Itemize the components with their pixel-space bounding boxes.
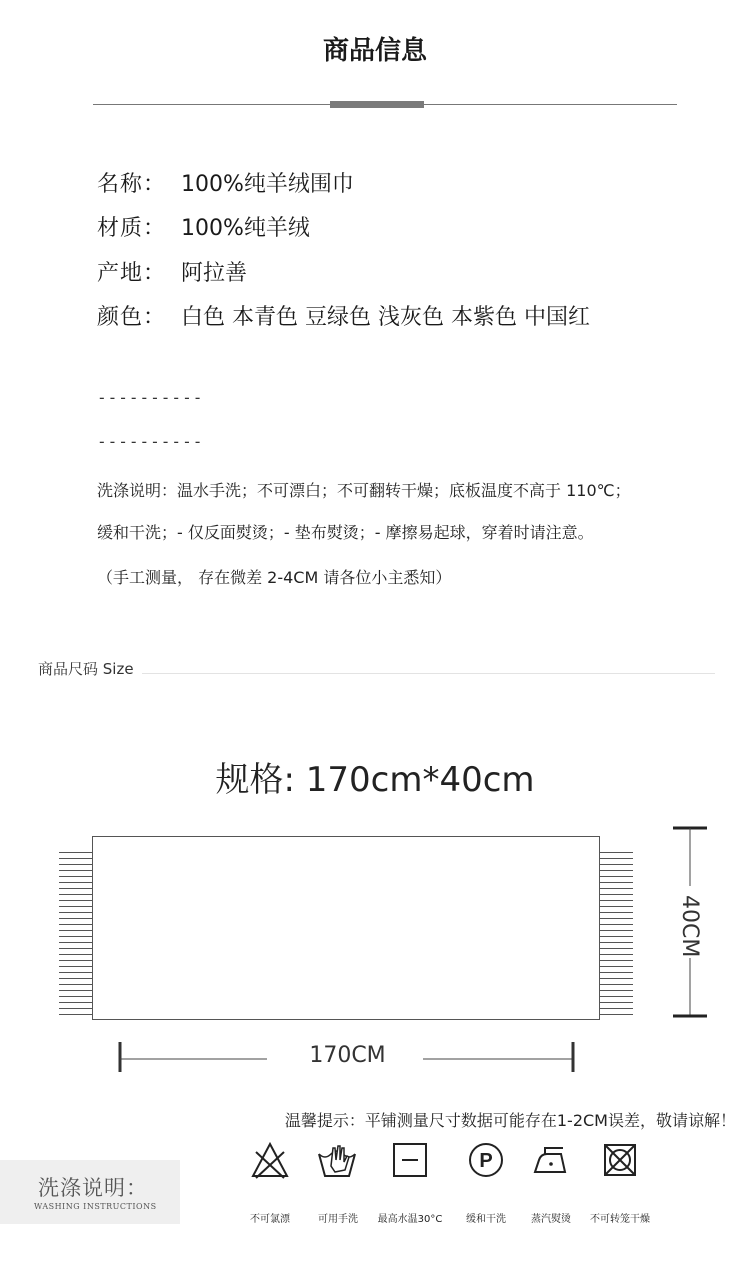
steam-iron-icon bbox=[531, 1140, 571, 1180]
size-spec: 规格: 170cm*40cm bbox=[215, 760, 535, 800]
dry-clean-p-icon bbox=[466, 1140, 506, 1180]
height-label: 40CM bbox=[677, 895, 702, 958]
info-row-color bbox=[97, 300, 590, 331]
no-bleach-icon bbox=[250, 1140, 290, 1180]
svg-text:P: P bbox=[479, 1150, 493, 1172]
info-value: 100%纯羊绒围巾 bbox=[181, 172, 354, 197]
size-divider bbox=[142, 673, 715, 674]
info-row-name bbox=[97, 167, 354, 198]
measure-note: （手工测量， 存在微差 2-4CM 请各位小主悉知） bbox=[97, 568, 452, 587]
info-row-origin bbox=[97, 256, 247, 287]
care-icon-label: 可用手洗 bbox=[318, 1214, 358, 1225]
hand-wash-icon bbox=[317, 1140, 357, 1180]
info-row-material bbox=[97, 211, 310, 242]
page-title: 商品信息 bbox=[322, 36, 427, 66]
info-value: 阿拉善 bbox=[181, 261, 248, 286]
care-icon-label: 缓和干洗 bbox=[466, 1214, 506, 1225]
title-divider-accent bbox=[330, 101, 424, 108]
info-value: 100%纯羊绒 bbox=[181, 216, 310, 241]
care-icon-label: 不可转笼干燥 bbox=[590, 1214, 650, 1225]
info-label: 颜色： bbox=[97, 305, 167, 330]
measurement-tip: 温馨提示：平铺测量尺寸数据可能存在1-2CM误差，敬请谅解！ bbox=[284, 1111, 736, 1130]
care-icon-label: 不可氯漂 bbox=[250, 1214, 290, 1225]
care-instructions-line: 洗涤说明：温水手洗；不可漂白；不可翻转干燥；底板温度不高于 110℃； bbox=[97, 481, 631, 500]
no-tumble-dry-icon bbox=[600, 1140, 640, 1180]
info-label: 名称： bbox=[97, 172, 167, 197]
dash-separator: ---------- bbox=[97, 388, 204, 407]
size-heading: 商品尺码 Size bbox=[38, 660, 134, 678]
scarf-fringe-right bbox=[600, 852, 633, 1018]
wash-30-icon bbox=[390, 1140, 430, 1180]
dash-separator: ---------- bbox=[97, 432, 204, 451]
washing-title: 洗涤说明： bbox=[38, 1176, 148, 1200]
scarf-outline bbox=[92, 836, 600, 1020]
width-label: 170CM bbox=[309, 1043, 386, 1068]
care-icon-label: 蒸汽熨烫 bbox=[531, 1214, 571, 1225]
care-icon-label: 最高水温30°C bbox=[377, 1214, 443, 1225]
info-value: 白色 本青色 豆绿色 浅灰色 本紫色 中国红 bbox=[181, 305, 590, 330]
washing-subtitle: WASHING INSTRUCTIONS bbox=[34, 1202, 157, 1211]
info-label: 材质： bbox=[97, 216, 167, 241]
care-instructions-line: 缓和干洗；- 仅反面熨烫；- 垫布熨烫；- 摩擦易起球，穿着时请注意。 bbox=[97, 523, 594, 542]
scarf-fringe-left bbox=[59, 852, 92, 1018]
info-label: 产地： bbox=[97, 261, 167, 286]
